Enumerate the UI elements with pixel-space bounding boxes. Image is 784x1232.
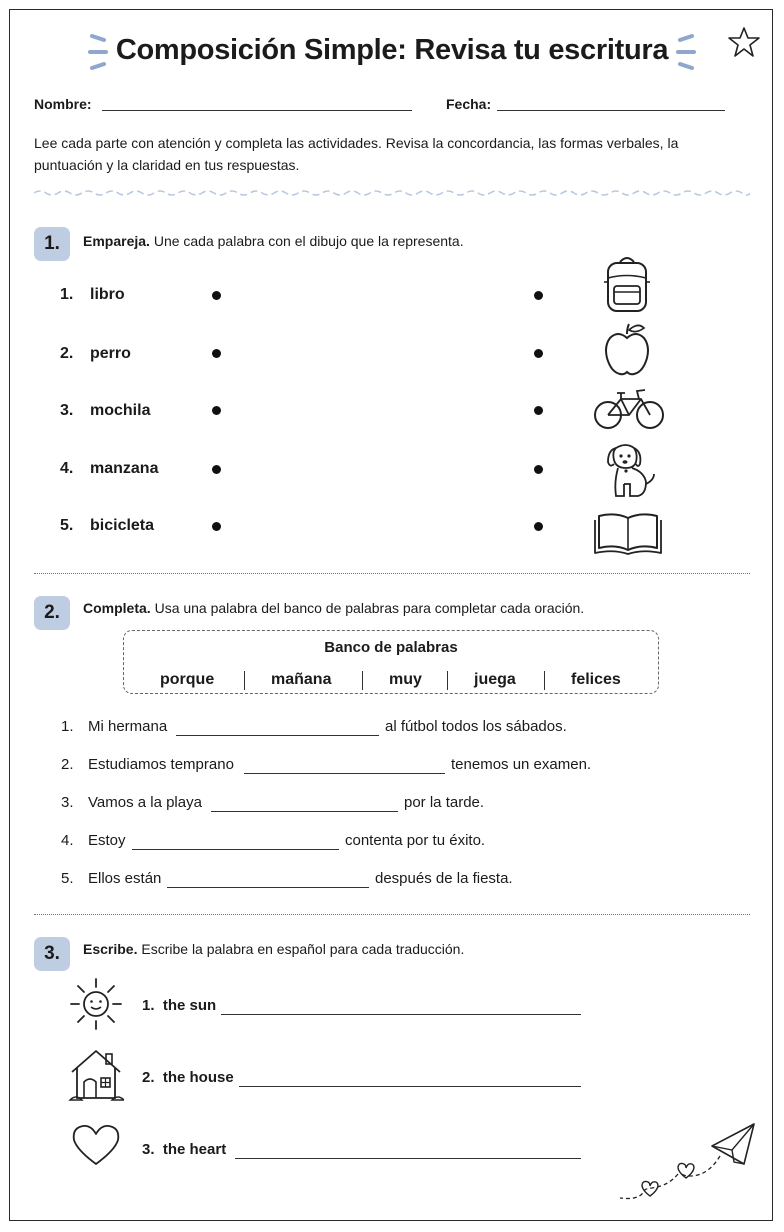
word-bank-title: Banco de palabras bbox=[324, 639, 458, 656]
sentence-num: 4. bbox=[61, 832, 74, 849]
section-1-heading bbox=[83, 233, 464, 249]
date-field[interactable] bbox=[497, 110, 725, 111]
sentence-num: 5. bbox=[61, 870, 74, 887]
name-label: Nombre: bbox=[34, 96, 92, 112]
match-dot-right[interactable] bbox=[534, 291, 543, 300]
match-dot-right[interactable] bbox=[534, 522, 543, 531]
sentence-before: Estudiamos temprano bbox=[88, 756, 234, 773]
match-dot-right[interactable] bbox=[534, 406, 543, 415]
section-divider bbox=[34, 914, 750, 915]
word-bank-separator bbox=[447, 671, 448, 690]
match-item-num: 5. bbox=[60, 517, 74, 534]
section-divider bbox=[34, 573, 750, 574]
section-3-heading-bold: Escribe. bbox=[83, 941, 138, 957]
section-1-badge: 1. bbox=[34, 227, 70, 261]
sentence-num: 1. bbox=[61, 718, 74, 735]
section-1-heading-text: Une cada palabra con el dibujo que la representa. bbox=[149, 233, 464, 249]
match-dot-right[interactable] bbox=[534, 465, 543, 474]
match-item-word: mochila bbox=[90, 402, 151, 419]
translation-answer-line[interactable] bbox=[221, 1014, 581, 1015]
translation-label: 1. the sun bbox=[142, 997, 217, 1014]
match-item-num: 3. bbox=[60, 402, 74, 419]
page-title: Composición Simple: Revisa tu escritura bbox=[115, 34, 669, 66]
sentence-before: Estoy bbox=[88, 832, 126, 849]
match-item-num: 1. bbox=[60, 286, 74, 303]
match-dot-left[interactable] bbox=[212, 291, 221, 300]
dog-icon bbox=[602, 440, 658, 502]
match-dot-left[interactable] bbox=[212, 465, 221, 474]
section-3-heading-text: Escribe la palabra en español para cada traducción. bbox=[137, 941, 465, 957]
house-icon bbox=[68, 1046, 124, 1102]
match-dot-right[interactable] bbox=[534, 349, 543, 358]
section-1-heading-bold: Empareja. bbox=[83, 233, 150, 249]
section-2-heading-bold: Completa. bbox=[83, 600, 151, 616]
sparkle-right-icon bbox=[672, 30, 698, 78]
translation-label: 2. the house bbox=[142, 1069, 234, 1086]
section-3-badge: 3. bbox=[34, 937, 70, 971]
bicycle-icon bbox=[593, 385, 665, 433]
section-2-badge: 2. bbox=[34, 596, 70, 630]
sentence-after: al fútbol todos los sábados. bbox=[385, 718, 567, 735]
apple-icon bbox=[602, 320, 652, 378]
sentence-before: Ellos están bbox=[88, 870, 162, 887]
sentence-blank[interactable] bbox=[167, 887, 369, 888]
sentence-after: por la tarde. bbox=[404, 794, 485, 811]
sentence-after: contenta por tu éxito. bbox=[345, 832, 486, 849]
word-bank-item: juega bbox=[474, 671, 516, 688]
section-2-heading-text: Usa una palabra del banco de palabras para completar cada oración. bbox=[150, 600, 585, 616]
instructions-text: Lee cada parte con atención y completa las actividades. Revisa la concordancia, las formas verbales, la puntuación y la claridad en tus respuestas. bbox=[34, 135, 679, 173]
sentence-blank[interactable] bbox=[244, 773, 445, 774]
match-item-word: bicicleta bbox=[90, 517, 155, 534]
word-bank-item: mañana bbox=[271, 671, 332, 688]
match-item-word: perro bbox=[90, 345, 131, 362]
word-bank-item: felices bbox=[571, 671, 621, 688]
word-bank bbox=[123, 630, 659, 694]
match-dot-left[interactable] bbox=[212, 349, 221, 358]
section-3-heading bbox=[83, 941, 464, 957]
match-item-word: manzana bbox=[90, 460, 159, 477]
word-bank-item: porque bbox=[160, 671, 215, 688]
sentence-before: Vamos a la playa bbox=[88, 794, 202, 811]
translation-answer-line[interactable] bbox=[239, 1086, 581, 1087]
sentence-num: 2. bbox=[61, 756, 74, 773]
word-bank-separator bbox=[362, 671, 363, 690]
book-icon bbox=[593, 510, 663, 556]
sentence-after: después de la fiesta. bbox=[375, 870, 513, 887]
match-dot-left[interactable] bbox=[212, 406, 221, 415]
name-field[interactable] bbox=[102, 110, 412, 111]
sentence-after: tenemos un examen. bbox=[451, 756, 592, 773]
translation-answer-line[interactable] bbox=[235, 1158, 581, 1159]
heart-icon bbox=[71, 1122, 121, 1168]
sentence-num: 3. bbox=[61, 794, 74, 811]
translation-label: 3. the heart bbox=[142, 1141, 227, 1158]
star-icon bbox=[727, 25, 761, 59]
sentence-blank[interactable] bbox=[176, 735, 379, 736]
match-item-word: libro bbox=[90, 286, 125, 303]
match-item-num: 4. bbox=[60, 460, 74, 477]
backpack-icon bbox=[600, 254, 654, 314]
word-bank-separator bbox=[244, 671, 245, 690]
wavy-divider bbox=[34, 188, 750, 198]
paper-plane-icon bbox=[612, 1120, 762, 1210]
date-label: Fecha: bbox=[446, 96, 492, 112]
match-item-num: 2. bbox=[60, 345, 74, 362]
match-dot-left[interactable] bbox=[212, 522, 221, 531]
word-bank-item: muy bbox=[389, 671, 422, 688]
sun-icon bbox=[68, 976, 124, 1032]
word-bank-separator bbox=[544, 671, 545, 690]
sentence-blank[interactable] bbox=[211, 811, 398, 812]
section-2-heading bbox=[83, 600, 584, 616]
sentence-blank[interactable] bbox=[132, 849, 339, 850]
sentence-before: Mi hermana bbox=[88, 718, 168, 735]
